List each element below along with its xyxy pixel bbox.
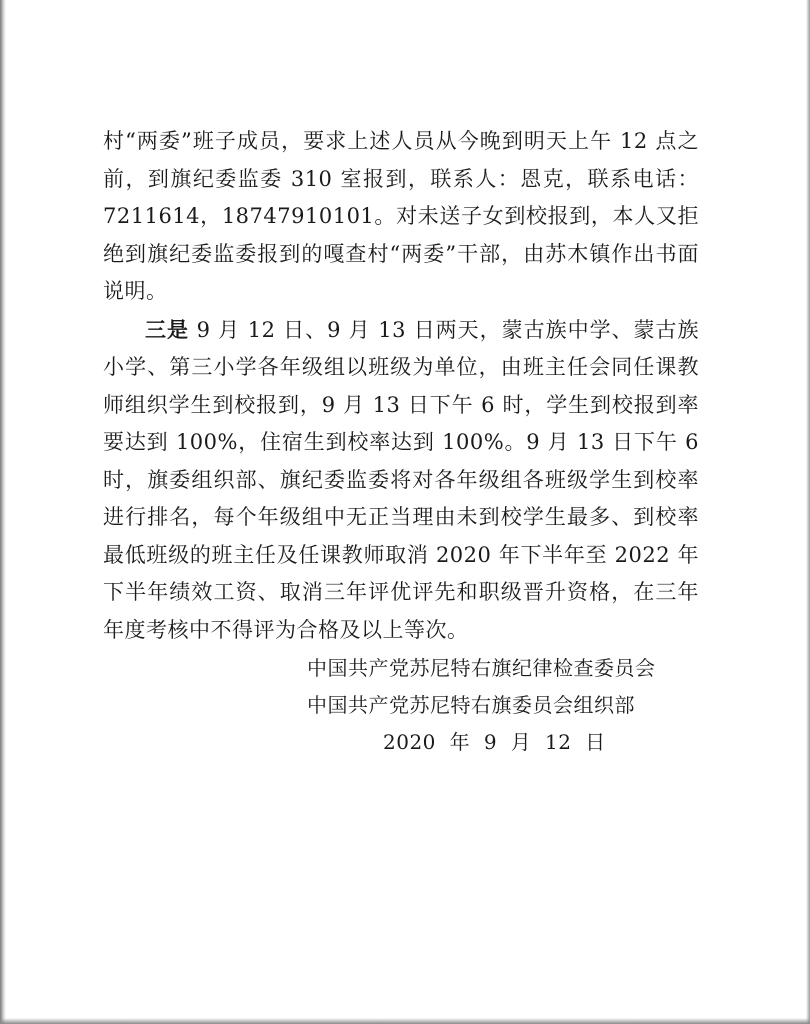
issue-date: 2020 年 9 月 12 日 xyxy=(383,730,606,754)
scan-edge-right xyxy=(806,0,810,1024)
continued-paragraph: 村“两委”班子成员，要求上述人员从今晚到明天上午 12 点之前，到旗纪委监委 310 室报到，联系人：恩克，联系电话：7211614，18747910101。对未送子女到校报到，本人又拒绝到旗纪委监委报到的嘎查村“两委”干部，由苏木镇作出书面说明。 xyxy=(103,129,699,303)
item-three-text: 9 月 12 日、9 月 13 日两天，蒙古族中学、蒙古族小学、第三小学各年级组以班级为单位，由班主任会同任课教师组织学生到校报到，9 月 13 日下午 6 时，学生到校报到率要达到 100%，住宿生到校率达到 100%。9 月 13 日下午 6 时，旗委组织部、旗纪委监委将对各年级组各班级学生到校率进行排名，每个年级组中无正当理由未到校学生最多、到校率最低班级的班主任及任课教师取消 2020 年下半年至 2022 年下半年绩效工资、取消三年评优评先和职级晋升资格，在三年年度考核中不得评为合格及以上等次。 xyxy=(103,317,699,642)
document-body xyxy=(103,123,699,649)
issuer-organization-department: 中国共产党苏尼特右旗委员会组织部 xyxy=(307,693,635,717)
scan-edge-left xyxy=(0,0,6,1024)
scan-edge-bottom xyxy=(0,1018,810,1024)
issuer-discipline-commission: 中国共产党苏尼特右旗纪律检查委员会 xyxy=(307,656,656,680)
item-three-paragraph xyxy=(103,311,699,650)
item-three-lead: 三是 xyxy=(145,316,189,342)
signature-block xyxy=(307,650,707,761)
